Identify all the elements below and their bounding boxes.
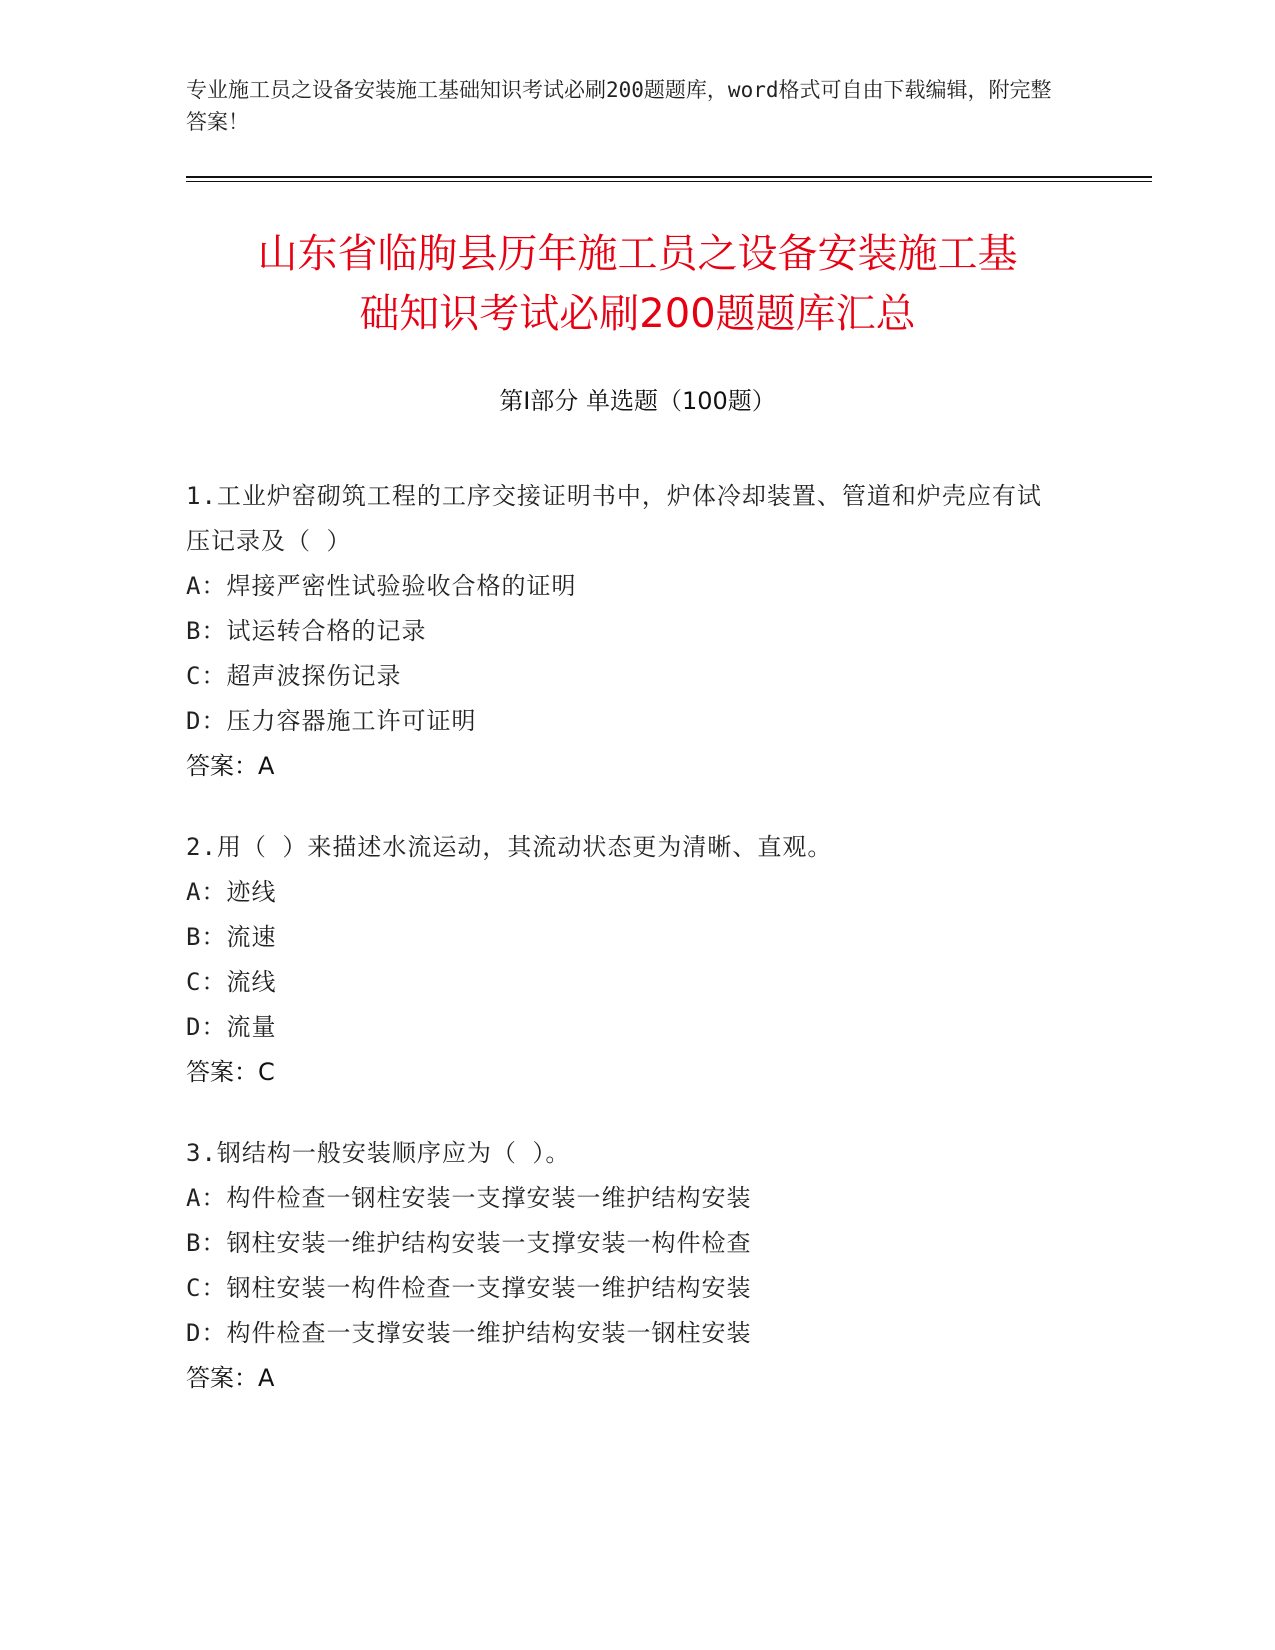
option-a: A：迹线 [186, 878, 277, 906]
header-divider-thin [186, 181, 1152, 182]
answer: 答案：A [186, 752, 275, 780]
section-heading: 第Ⅰ部分 单选题（100题） [499, 387, 776, 415]
option-b: B：试运转合格的记录 [186, 617, 427, 645]
answer: 答案：A [186, 1364, 275, 1392]
option-b: B：流速 [186, 923, 277, 951]
option-b: B：钢柱安装一维护结构安装一支撑安装一构件检查 [186, 1229, 752, 1257]
question-2 [186, 825, 1066, 1095]
header-note: 专业施工员之设备安装施工基础知识考试必刷200题题库，word格式可自由下载编辑，附完整答案！ [186, 78, 1052, 134]
option-a: A：焊接严密性试验验收合格的证明 [186, 572, 577, 600]
option-d: D：构件检查一支撑安装一维护结构安装一钢柱安装 [186, 1319, 752, 1347]
document-title [150, 224, 1125, 344]
document-title-line-1: 山东省临朐县历年施工员之设备安装施工基 [257, 231, 1018, 277]
option-d: D：流量 [186, 1013, 277, 1041]
question-3 [186, 1131, 1066, 1401]
option-c: C：钢柱安装一构件检查一支撑安装一维护结构安装 [186, 1274, 752, 1302]
question-text: 1.工业炉窑砌筑工程的工序交接证明书中，炉体冷却装置、管道和炉壳应有试压记录及（ ） [186, 482, 1042, 555]
option-c: C：超声波探伤记录 [186, 662, 402, 690]
document-title-line-2: 础知识考试必刷200题题库汇总 [359, 291, 916, 337]
question-text: 3.钢结构一般安装顺序应为（ ）。 [186, 1139, 571, 1167]
header-divider-thick [186, 176, 1152, 178]
option-a: A：构件检查一钢柱安装一支撑安装一维护结构安装 [186, 1184, 752, 1212]
question-text: 2.用（ ）来描述水流运动，其流动状态更为清晰、直观。 [186, 833, 833, 861]
option-c: C：流线 [186, 968, 277, 996]
option-d: D：压力容器施工许可证明 [186, 707, 477, 735]
question-list [186, 474, 1066, 1437]
answer: 答案：C [186, 1058, 275, 1086]
question-1 [186, 474, 1066, 789]
